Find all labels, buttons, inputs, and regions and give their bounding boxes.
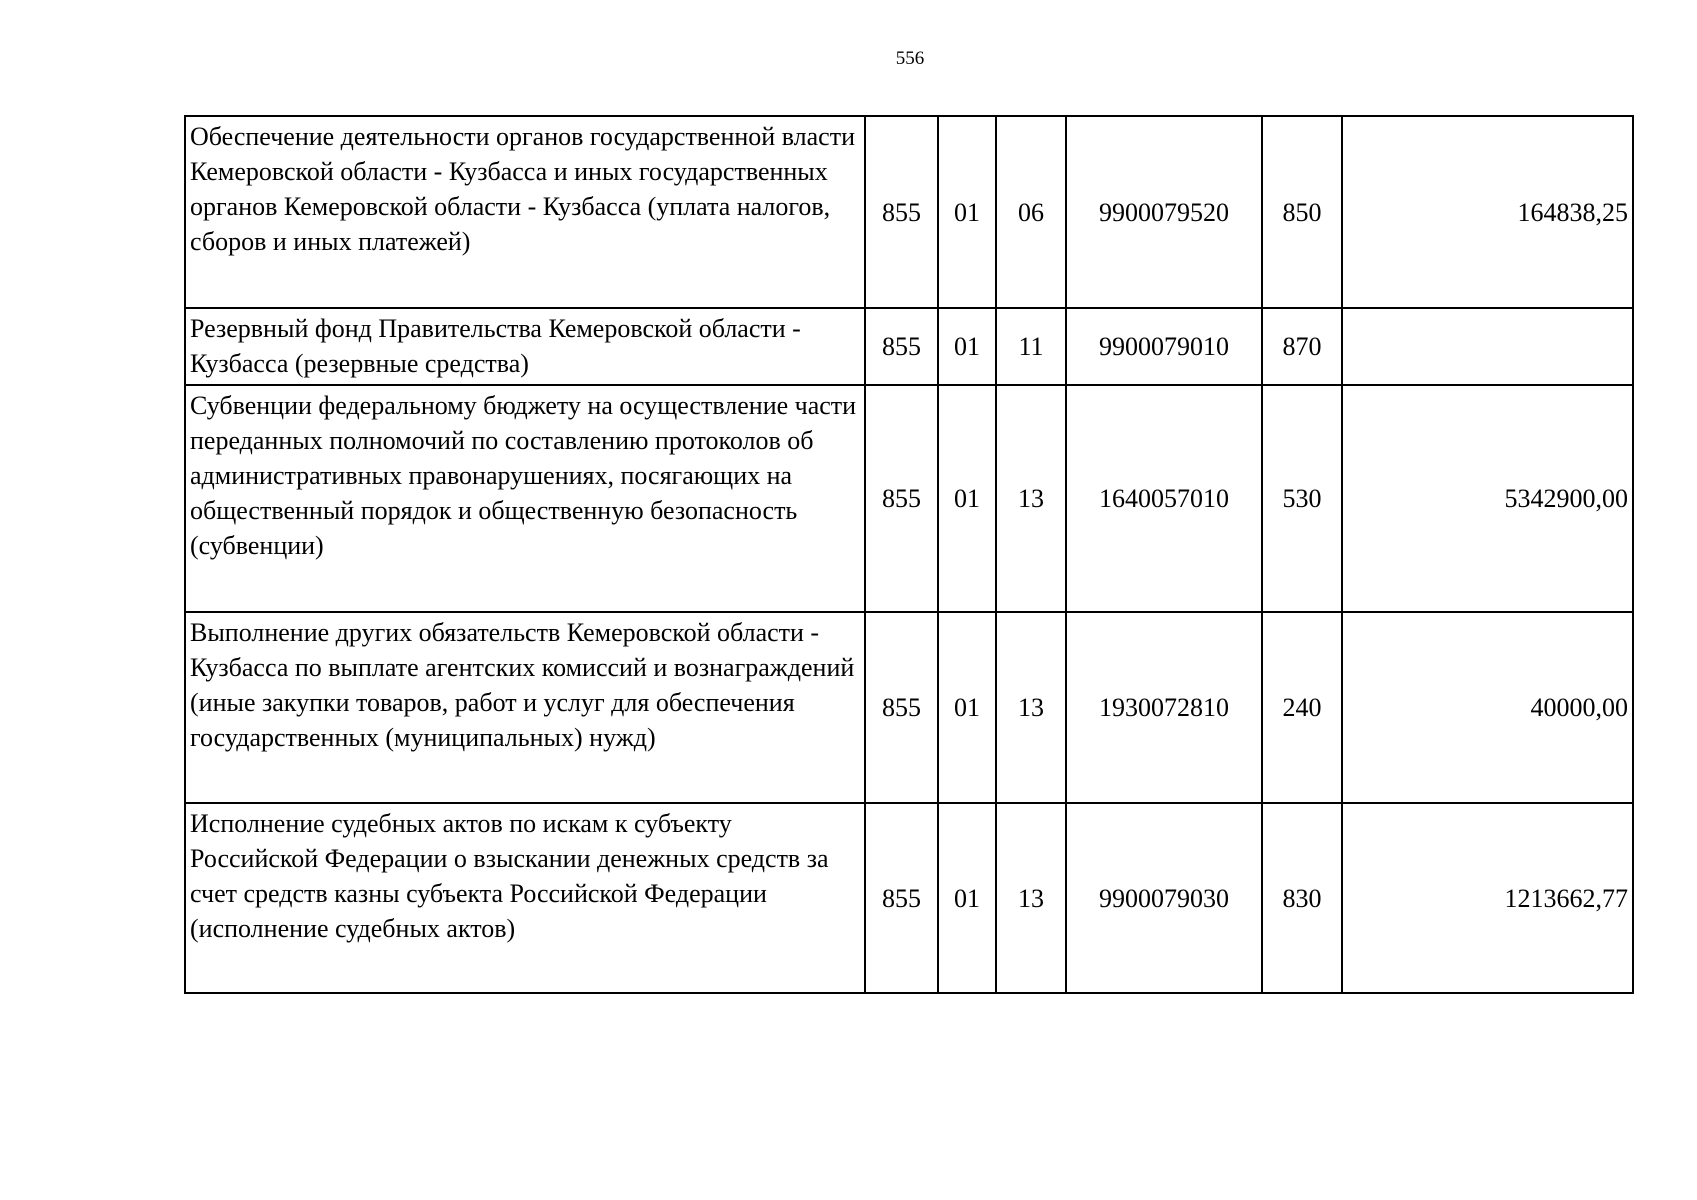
ministry-code: 855 — [865, 116, 938, 308]
subsection-code: 11 — [996, 308, 1066, 385]
target-article-code: 9900079520 — [1066, 116, 1262, 308]
subsection-code: 13 — [996, 803, 1066, 993]
subsection-code: 13 — [996, 612, 1066, 803]
budget-table — [184, 115, 1634, 994]
target-article-code: 1640057010 — [1066, 385, 1262, 612]
ministry-code: 855 — [865, 612, 938, 803]
amount: 40000,00 — [1342, 612, 1633, 803]
target-article-code: 9900079030 — [1066, 803, 1262, 993]
expense-description: Резервный фонд Правительства Кемеровской области - Кузбасса (резервные средства) — [185, 308, 865, 385]
amount — [1342, 308, 1633, 385]
target-article-code: 1930072810 — [1066, 612, 1262, 803]
expense-description: Обеспечение деятельности органов государственной власти Кемеровской области - Кузбасса и иных государственных органов Кемеровской области - Кузбасса (уплата налогов, сборов и иных платежей) — [185, 116, 865, 308]
expense-type-code: 830 — [1262, 803, 1342, 993]
section-code: 01 — [938, 612, 996, 803]
amount: 164838,25 — [1342, 116, 1633, 308]
table-row — [185, 612, 1633, 803]
page-number: 556 — [895, 48, 925, 69]
section-code: 01 — [938, 308, 996, 385]
expense-description: Исполнение судебных актов по искам к субъекту Российской Федерации о взыскании денежных средств за счет средств казны субъекта Российской Федерации (исполнение судебных актов) — [185, 803, 865, 993]
amount: 1213662,77 — [1342, 803, 1633, 993]
ministry-code: 855 — [865, 308, 938, 385]
expense-type-code: 240 — [1262, 612, 1342, 803]
subsection-code: 06 — [996, 116, 1066, 308]
table-row — [185, 803, 1633, 993]
expense-type-code: 850 — [1262, 116, 1342, 308]
expense-description: Субвенции федеральному бюджету на осуществление части переданных полномочий по составлению протоколов об административных правонарушениях, посягающих на общественный порядок и общественную безопасность (субвенции) — [185, 385, 865, 612]
table-row — [185, 385, 1633, 612]
amount: 5342900,00 — [1342, 385, 1633, 612]
expense-type-code: 530 — [1262, 385, 1342, 612]
subsection-code: 13 — [996, 385, 1066, 612]
section-code: 01 — [938, 116, 996, 308]
expense-description: Выполнение других обязательств Кемеровской области - Кузбасса по выплате агентских комиссий и вознаграждений (иные закупки товаров, работ и услуг для обеспечения государственных (муниципальных) нужд) — [185, 612, 865, 803]
ministry-code: 855 — [865, 385, 938, 612]
section-code: 01 — [938, 385, 996, 612]
ministry-code: 855 — [865, 803, 938, 993]
table-row — [185, 308, 1633, 385]
expense-type-code: 870 — [1262, 308, 1342, 385]
table-row — [185, 116, 1633, 308]
target-article-code: 9900079010 — [1066, 308, 1262, 385]
section-code: 01 — [938, 803, 996, 993]
